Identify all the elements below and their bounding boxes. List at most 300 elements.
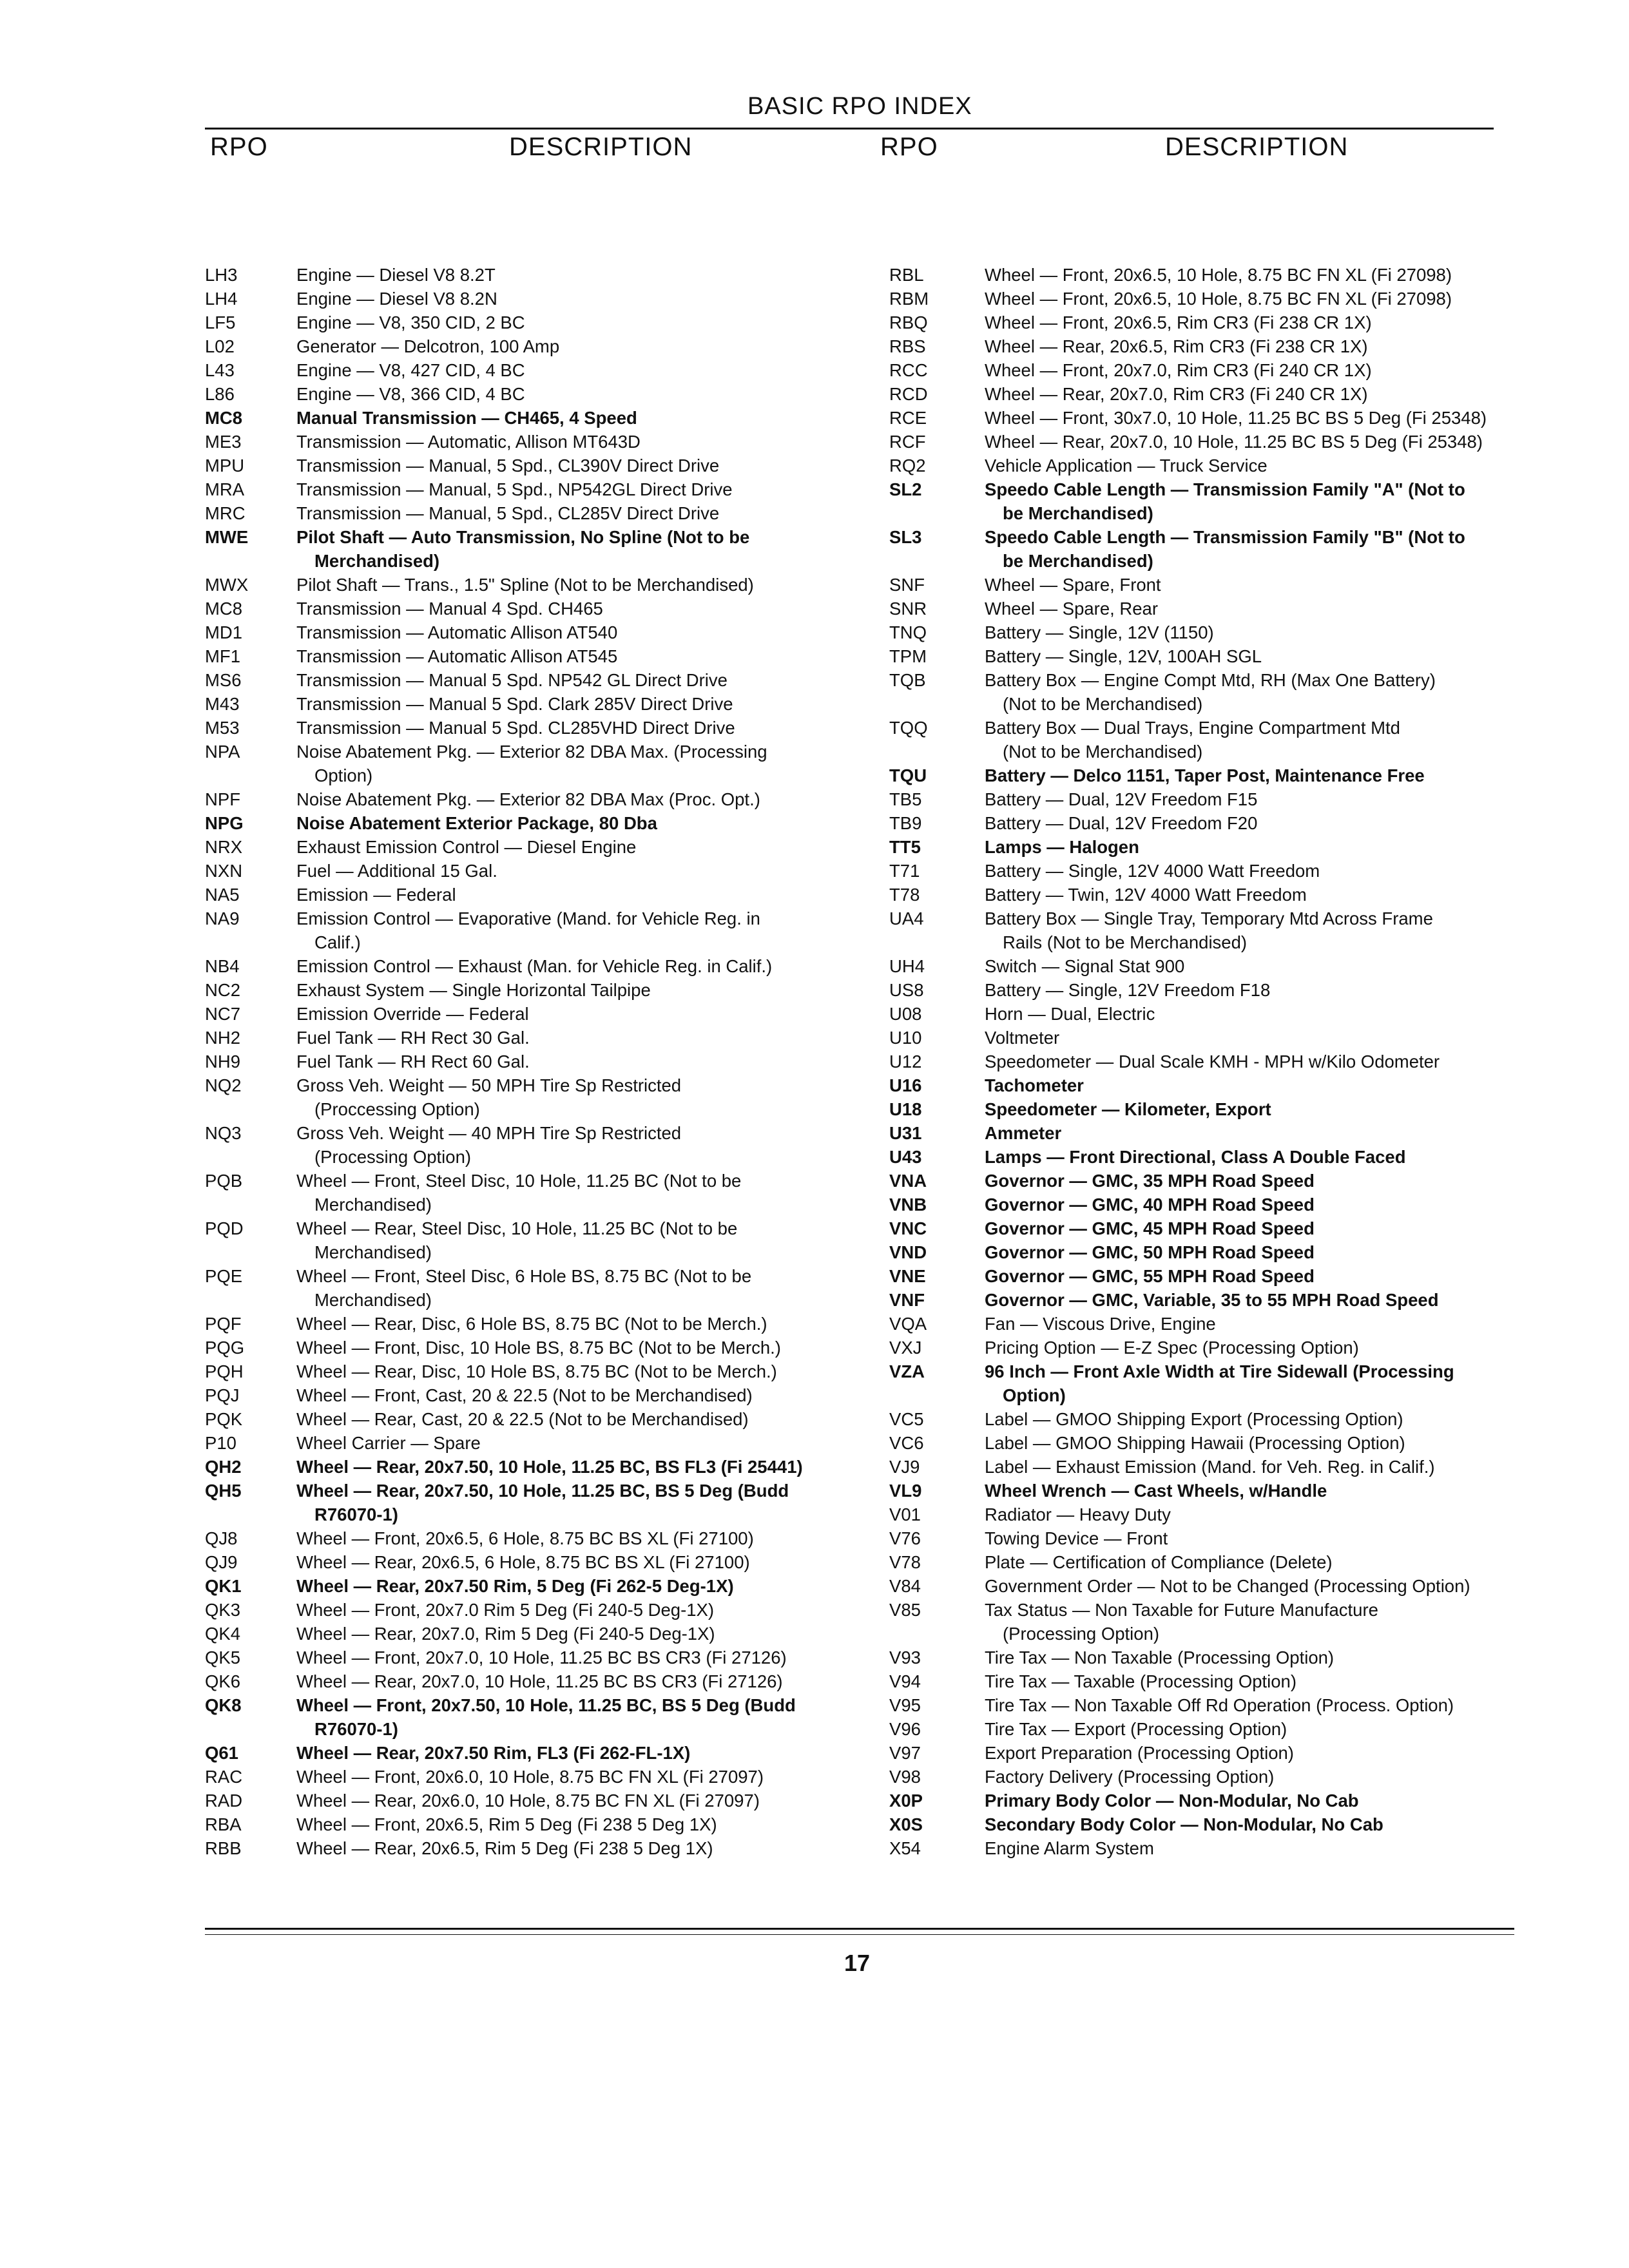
- rpo-entry: [205, 501, 849, 525]
- rpo-description: [985, 1550, 1521, 1574]
- description-line: Wheel — Front, Steel Disc, 6 Hole BS, 8.75 BC (Not to be: [296, 1266, 752, 1286]
- rpo-entry: [889, 1574, 1521, 1598]
- rpo-entry: [205, 597, 849, 620]
- rpo-description: [296, 1336, 849, 1360]
- rpo-code: PQF: [205, 1314, 242, 1334]
- rpo-entry: [889, 1479, 1521, 1503]
- description-line: Governor — GMC, 35 MPH Road Speed: [985, 1171, 1315, 1191]
- rpo-code: QH5: [205, 1481, 242, 1501]
- rpo-code: RBL: [889, 265, 924, 285]
- description-line: Lamps — Front Directional, Class A Double Faced: [985, 1147, 1406, 1167]
- description-line: Speedometer — Dual Scale KMH - MPH w/Kilo Odometer: [985, 1052, 1440, 1072]
- description-line: Transmission — Manual 5 Spd. NP542 GL Direct Drive: [296, 670, 728, 690]
- description-line: Plate — Certification of Compliance (Delete): [985, 1552, 1333, 1572]
- rpo-code: P10: [205, 1433, 236, 1453]
- description-line: Battery — Single, 12V, 100AH SGL: [985, 646, 1262, 666]
- rpo-code: NH9: [205, 1052, 241, 1072]
- description-continuation: R76070-1): [314, 1719, 398, 1739]
- description-line: Fuel Tank — RH Rect 30 Gal.: [296, 1028, 530, 1048]
- description-line: Wheel — Rear, Steel Disc, 10 Hole, 11.25 BC (Not to be: [296, 1218, 738, 1238]
- rpo-entry: [889, 454, 1521, 477]
- description-line: Government Order — Not to be Changed (Processing Option): [985, 1576, 1470, 1596]
- rpo-description: [296, 477, 849, 501]
- rpo-description: [985, 954, 1521, 978]
- rpo-code: SNF: [889, 575, 925, 595]
- rpo-code: VNF: [889, 1290, 925, 1310]
- description-line: Emission Control — Exhaust (Man. for Vehicle Reg. in Calif.): [296, 956, 773, 976]
- rpo-entry: [205, 1789, 849, 1812]
- rpo-description: [296, 382, 849, 406]
- rpo-description: [296, 1050, 849, 1073]
- rpo-description: [985, 358, 1521, 382]
- description-continuation: R76070-1): [314, 1504, 398, 1524]
- rpo-code: VZA: [889, 1361, 925, 1381]
- rpo-code: VND: [889, 1242, 927, 1262]
- rpo-code: VNB: [889, 1195, 927, 1215]
- rpo-entry: [205, 644, 849, 668]
- description-line: Wheel — Rear, 20x7.50 Rim, 5 Deg (Fi 262-5 Deg-1X): [296, 1576, 734, 1596]
- description-line: Battery — Twin, 12V 4000 Watt Freedom: [985, 885, 1307, 905]
- rpo-description: [296, 835, 849, 859]
- rpo-entry: [889, 668, 1521, 716]
- rpo-code: NC7: [205, 1004, 241, 1024]
- rpo-description: [985, 811, 1521, 835]
- rpo-description: [296, 1073, 849, 1121]
- rpo-code: VC5: [889, 1409, 924, 1429]
- rpo-code: NRX: [205, 837, 243, 857]
- rpo-code: RBA: [205, 1814, 242, 1834]
- rpo-entry: [205, 430, 849, 454]
- bottom-rule: [205, 1928, 1514, 1930]
- rpo-code: X0S: [889, 1814, 923, 1834]
- rpo-entry: [889, 525, 1521, 573]
- rpo-entry: [889, 1812, 1521, 1836]
- description-line: Pilot Shaft — Auto Transmission, No Spline (Not to be: [296, 527, 750, 547]
- rpo-description: [296, 1431, 849, 1455]
- rpo-description: [985, 1765, 1521, 1789]
- description-line: Fan — Viscous Drive, Engine: [985, 1314, 1216, 1334]
- rpo-code: QK8: [205, 1695, 242, 1715]
- description-continuation: (Processing Option): [314, 1147, 472, 1167]
- description-continuation: (Not to be Merchandised): [1003, 694, 1203, 714]
- rpo-code: X0P: [889, 1791, 923, 1811]
- rpo-description: [985, 1693, 1521, 1717]
- description-continuation: Calif.): [314, 932, 361, 952]
- rpo-code: V96: [889, 1719, 921, 1739]
- rpo-code: V95: [889, 1695, 921, 1715]
- rpo-description: [296, 620, 849, 644]
- description-line: Tire Tax — Export (Processing Option): [985, 1719, 1287, 1739]
- description-line: Wheel — Front, 20x6.5, 6 Hole, 8.75 BC BS XL (Fi 27100): [296, 1528, 754, 1548]
- description-line: Ammeter: [985, 1123, 1062, 1143]
- rpo-entry: [889, 954, 1521, 978]
- rpo-entry: [205, 477, 849, 501]
- rpo-entry: [889, 883, 1521, 907]
- rpo-description: [985, 454, 1521, 477]
- rpo-description: [985, 1216, 1521, 1240]
- description-line: 96 Inch — Front Axle Width at Tire Sidewall (Processing: [985, 1361, 1454, 1381]
- description-line: Governor — GMC, Variable, 35 to 55 MPH Road Speed: [985, 1290, 1439, 1310]
- description-line: Battery Box — Single Tray, Temporary Mtd Across Frame: [985, 908, 1433, 928]
- rpo-entry: [205, 1479, 849, 1526]
- rpo-entry: [889, 1288, 1521, 1312]
- rpo-code: VQA: [889, 1314, 927, 1334]
- rpo-code: NC2: [205, 980, 241, 1000]
- rpo-description: [985, 1360, 1521, 1407]
- rpo-description: [296, 1550, 849, 1574]
- rpo-code: NXN: [205, 861, 243, 881]
- rpo-description: [296, 907, 849, 954]
- rpo-entry: [889, 382, 1521, 406]
- rpo-entry: [889, 1741, 1521, 1765]
- rpo-code: RBM: [889, 289, 929, 309]
- rpo-entry: [889, 1693, 1521, 1717]
- rpo-code: NPA: [205, 742, 240, 762]
- rpo-code: NQ3: [205, 1123, 242, 1143]
- description-line: Lamps — Halogen: [985, 837, 1139, 857]
- description-continuation: be Merchandised): [1003, 503, 1153, 523]
- bottom-rule-thin: [205, 1934, 1514, 1935]
- description-line: Wheel — Rear, Cast, 20 & 22.5 (Not to be Merchandised): [296, 1409, 749, 1429]
- rpo-code: MD1: [205, 622, 243, 642]
- description-line: Fuel — Additional 15 Gal.: [296, 861, 497, 881]
- rpo-description: [296, 597, 849, 620]
- description-line: Wheel — Front, 20x7.0, Rim CR3 (Fi 240 CR 1X): [985, 360, 1372, 380]
- description-line: Transmission — Manual 4 Spd. CH465: [296, 599, 603, 619]
- rpo-code: TQQ: [889, 718, 928, 738]
- rpo-entry: [889, 1216, 1521, 1240]
- rpo-code: MF1: [205, 646, 240, 666]
- rpo-code: US8: [889, 980, 924, 1000]
- rpo-description: [985, 1264, 1521, 1288]
- description-line: Wheel — Rear, 20x7.50, 10 Hole, 11.25 BC, BS 5 Deg (Budd: [296, 1481, 789, 1501]
- title-rule: [205, 128, 1494, 130]
- rpo-code: U12: [889, 1052, 922, 1072]
- rpo-code: QK6: [205, 1671, 241, 1691]
- rpo-code: L86: [205, 384, 235, 404]
- rpo-entry: [889, 1026, 1521, 1050]
- rpo-description: [985, 1336, 1521, 1360]
- rpo-description: [296, 1383, 849, 1407]
- rpo-entry: [889, 1264, 1521, 1288]
- rpo-description: [296, 954, 849, 978]
- rpo-code: VNE: [889, 1266, 926, 1286]
- rpo-entry: [205, 573, 849, 597]
- description-line: Exhaust System — Single Horizontal Tailpipe: [296, 980, 651, 1000]
- right-column: [889, 263, 1521, 1860]
- description-continuation: be Merchandised): [1003, 551, 1153, 571]
- rpo-code: V85: [889, 1600, 921, 1620]
- rpo-code: RAD: [205, 1791, 243, 1811]
- rpo-description: [985, 620, 1521, 644]
- rpo-code: LH3: [205, 265, 238, 285]
- rpo-description: [985, 644, 1521, 668]
- description-line: Governor — GMC, 45 MPH Road Speed: [985, 1218, 1315, 1238]
- rpo-entry: [889, 1550, 1521, 1574]
- description-line: Wheel — Front, 20x6.5, 10 Hole, 8.75 BC FN XL (Fi 27098): [985, 289, 1452, 309]
- rpo-entry: [205, 692, 849, 716]
- description-line: Governor — GMC, 50 MPH Road Speed: [985, 1242, 1315, 1262]
- rpo-description: [296, 859, 849, 883]
- description-line: Engine — Diesel V8 8.2T: [296, 265, 496, 285]
- rpo-entry: [889, 597, 1521, 620]
- rpo-description: [985, 263, 1521, 287]
- rpo-code: NH2: [205, 1028, 241, 1048]
- description-line: Horn — Dual, Electric: [985, 1004, 1155, 1024]
- rpo-entry: [889, 1598, 1521, 1646]
- rpo-entry: [205, 1431, 849, 1455]
- rpo-description: [985, 1169, 1521, 1193]
- rpo-description: [296, 1741, 849, 1765]
- description-continuation: Rails (Not to be Merchandised): [1003, 932, 1248, 952]
- rpo-description: [985, 1050, 1521, 1073]
- rpo-description: [985, 1479, 1521, 1503]
- rpo-entry: [205, 907, 849, 954]
- rpo-entry: [889, 1073, 1521, 1097]
- rpo-code: NQ2: [205, 1075, 242, 1095]
- rpo-entry: [205, 811, 849, 835]
- rpo-description: [296, 1836, 849, 1860]
- description-line: Gross Veh. Weight — 40 MPH Tire Sp Restricted: [296, 1123, 682, 1143]
- rpo-code: NA5: [205, 885, 240, 905]
- rpo-entry: [889, 620, 1521, 644]
- description-line: Pilot Shaft — Trans., 1.5" Spline (Not to be Merchandised): [296, 575, 754, 595]
- rpo-entry: [889, 1360, 1521, 1407]
- rpo-entry: [889, 859, 1521, 883]
- description-line: Wheel — Rear, 20x7.50 Rim, FL3 (Fi 262-FL-1X): [296, 1743, 691, 1763]
- rpo-entry: [889, 334, 1521, 358]
- rpo-description: [296, 358, 849, 382]
- rpo-code: V84: [889, 1576, 921, 1596]
- rpo-entry: [205, 1693, 849, 1741]
- rpo-description: [985, 1002, 1521, 1026]
- rpo-code: RCD: [889, 384, 928, 404]
- rpo-entry: [205, 263, 849, 287]
- rpo-description: [985, 859, 1521, 883]
- description-line: Transmission — Manual, 5 Spd., CL285V Direct Drive: [296, 503, 720, 523]
- rpo-code: MRA: [205, 479, 245, 499]
- rpo-code: U31: [889, 1123, 922, 1143]
- rpo-entry: [205, 787, 849, 811]
- description-line: Wheel — Front, 20x6.5, Rim 5 Deg (Fi 238 5 Deg 1X): [296, 1814, 717, 1834]
- rpo-description: [296, 978, 849, 1002]
- rpo-entry: [205, 454, 849, 477]
- rpo-entry: [205, 1550, 849, 1574]
- description-line: Generator — Delcotron, 100 Amp: [296, 336, 560, 356]
- rpo-entry: [889, 907, 1521, 954]
- rpo-description: [985, 1431, 1521, 1455]
- rpo-code: M43: [205, 694, 240, 714]
- rpo-description: [296, 668, 849, 692]
- rpo-description: [296, 430, 849, 454]
- description-line: Wheel — Front, 20x7.0 Rim 5 Deg (Fi 240-5 Deg-1X): [296, 1600, 715, 1620]
- rpo-description: [296, 1765, 849, 1789]
- description-line: Wheel — Rear, Disc, 10 Hole BS, 8.75 BC (Not to be Merch.): [296, 1361, 777, 1381]
- rpo-description: [985, 1717, 1521, 1741]
- description-line: Transmission — Manual, 5 Spd., CL390V Direct Drive: [296, 456, 720, 476]
- description-line: Primary Body Color — Non-Modular, No Cab: [985, 1791, 1359, 1811]
- rpo-code: MC8: [205, 408, 243, 428]
- rpo-code: LF5: [205, 312, 236, 332]
- rpo-code: U16: [889, 1075, 922, 1095]
- description-line: Switch — Signal Stat 900: [985, 956, 1185, 976]
- rpo-entry: [205, 1026, 849, 1050]
- rpo-code: T71: [889, 861, 920, 881]
- rpo-code: SNR: [889, 599, 927, 619]
- rpo-description: [296, 263, 849, 287]
- rpo-entry: [889, 1240, 1521, 1264]
- rpo-entry: [889, 1431, 1521, 1455]
- description-line: Speedometer — Kilometer, Export: [985, 1099, 1271, 1119]
- description-continuation: Option): [1003, 1385, 1066, 1405]
- rpo-entry: [205, 1812, 849, 1836]
- description-line: Wheel — Front, 20x6.0, 10 Hole, 8.75 BC FN XL (Fi 27097): [296, 1767, 764, 1787]
- description-line: Noise Abatement Pkg. — Exterior 82 DBA Max. (Processing: [296, 742, 767, 762]
- description-line: Secondary Body Color — Non-Modular, No Cab: [985, 1814, 1383, 1834]
- rpo-entry: [205, 835, 849, 859]
- rpo-code: TQB: [889, 670, 926, 690]
- description-line: Engine — Diesel V8 8.2N: [296, 289, 497, 309]
- rpo-description: [985, 382, 1521, 406]
- description-line: Label — Exhaust Emission (Mand. for Veh. Reg. in Calif.): [985, 1457, 1435, 1477]
- rpo-code: TT5: [889, 837, 921, 857]
- rpo-entry: [205, 859, 849, 883]
- rpo-entry: [889, 1503, 1521, 1526]
- rpo-description: [296, 1526, 849, 1550]
- rpo-description: [296, 1789, 849, 1812]
- rpo-code: X54: [889, 1838, 921, 1858]
- description-line: Wheel — Rear, 20x6.0, 10 Hole, 8.75 BC FN XL (Fi 27097): [296, 1791, 760, 1811]
- rpo-code: PQK: [205, 1409, 243, 1429]
- description-line: Tax Status — Non Taxable for Future Manufacture: [985, 1600, 1378, 1620]
- rpo-description: [985, 1836, 1521, 1860]
- rpo-code: LH4: [205, 289, 238, 309]
- rpo-code: NB4: [205, 956, 240, 976]
- rpo-description: [296, 454, 849, 477]
- description-line: Speedo Cable Length — Transmission Family "B" (Not to: [985, 527, 1465, 547]
- rpo-description: [985, 1526, 1521, 1550]
- rpo-code: ME3: [205, 432, 242, 452]
- rpo-description: [985, 1193, 1521, 1216]
- description-line: Transmission — Manual 5 Spd. Clark 285V Direct Drive: [296, 694, 733, 714]
- rpo-entry: [889, 811, 1521, 835]
- rpo-description: [296, 1026, 849, 1050]
- description-continuation: (Proccessing Option): [314, 1099, 480, 1119]
- rpo-entry: [889, 263, 1521, 287]
- rpo-description: [296, 1264, 849, 1312]
- rpo-description: [985, 1503, 1521, 1526]
- rpo-entry: [889, 1717, 1521, 1741]
- rpo-entry: [889, 1646, 1521, 1669]
- rpo-entry: [205, 1669, 849, 1693]
- rpo-entry: [889, 1836, 1521, 1860]
- rpo-description: [296, 644, 849, 668]
- rpo-entry: [205, 334, 849, 358]
- description-continuation: Merchandised): [314, 1195, 432, 1215]
- rpo-code: PQE: [205, 1266, 243, 1286]
- description-line: Wheel — Front, Disc, 10 Hole BS, 8.75 BC (Not to be Merch.): [296, 1338, 781, 1358]
- description-line: Battery — Dual, 12V Freedom F20: [985, 813, 1258, 833]
- description-line: Wheel — Spare, Front: [985, 575, 1161, 595]
- description-line: Voltmeter: [985, 1028, 1060, 1048]
- rpo-description: [985, 716, 1521, 764]
- rpo-description: [985, 1026, 1521, 1050]
- rpo-entry: [205, 1169, 849, 1216]
- rpo-entry: [205, 525, 849, 573]
- rpo-code: T78: [889, 885, 920, 905]
- rpo-entry: [889, 1193, 1521, 1216]
- rpo-description: [296, 525, 849, 573]
- rpo-entry: [889, 787, 1521, 811]
- rpo-code: RCE: [889, 408, 927, 428]
- rpo-code: RBB: [205, 1838, 242, 1858]
- rpo-entry: [205, 1336, 849, 1360]
- rpo-description: [296, 406, 849, 430]
- description-line: Wheel — Rear, 20x7.0, 10 Hole, 11.25 BC BS 5 Deg (Fi 25348): [985, 432, 1483, 452]
- rpo-code: QK1: [205, 1576, 242, 1596]
- rpo-entry: [205, 1050, 849, 1073]
- description-line: Towing Device — Front: [985, 1528, 1168, 1548]
- header-rpo-right: RPO: [880, 133, 938, 161]
- description-line: Tachometer: [985, 1075, 1084, 1095]
- rpo-description: [985, 525, 1521, 573]
- rpo-entry: [889, 1336, 1521, 1360]
- description-line: Wheel — Rear, 20x7.0, Rim 5 Deg (Fi 240-5 Deg-1X): [296, 1624, 715, 1644]
- rpo-entry: [889, 1407, 1521, 1431]
- rpo-entry: [205, 883, 849, 907]
- header-rpo-left: RPO: [210, 133, 268, 161]
- description-line: Noise Abatement Pkg. — Exterior 82 DBA Max (Proc. Opt.): [296, 789, 760, 809]
- rpo-code: TNQ: [889, 622, 927, 642]
- description-line: Wheel — Spare, Rear: [985, 599, 1158, 619]
- rpo-code: V97: [889, 1743, 921, 1763]
- rpo-entry: [889, 430, 1521, 454]
- description-line: Wheel — Front, Steel Disc, 10 Hole, 11.25 BC (Not to be: [296, 1171, 742, 1191]
- rpo-entry: [205, 954, 849, 978]
- rpo-description: [985, 1669, 1521, 1693]
- rpo-entry: [205, 311, 849, 334]
- rpo-description: [985, 1455, 1521, 1479]
- description-continuation: Option): [314, 765, 373, 785]
- rpo-description: [985, 787, 1521, 811]
- description-line: Engine — V8, 427 CID, 4 BC: [296, 360, 525, 380]
- description-line: Wheel — Front, 20x6.5, Rim CR3 (Fi 238 CR 1X): [985, 312, 1372, 332]
- rpo-description: [985, 1121, 1521, 1145]
- description-line: Engine — V8, 350 CID, 2 BC: [296, 312, 525, 332]
- rpo-entry: [889, 1121, 1521, 1145]
- rpo-entry: [889, 716, 1521, 764]
- rpo-code: VC6: [889, 1433, 924, 1453]
- description-line: Battery — Single, 12V (1150): [985, 622, 1214, 642]
- rpo-code: M53: [205, 718, 240, 738]
- description-line: Battery — Single, 12V 4000 Watt Freedom: [985, 861, 1320, 881]
- description-line: Battery Box — Engine Compt Mtd, RH (Max One Battery): [985, 670, 1436, 690]
- rpo-description: [296, 501, 849, 525]
- rpo-entry: [205, 1360, 849, 1383]
- rpo-description: [296, 716, 849, 740]
- description-line: Transmission — Manual, 5 Spd., NP542GL Direct Drive: [296, 479, 733, 499]
- rpo-code: RQ2: [889, 456, 926, 476]
- rpo-entry: [889, 1002, 1521, 1026]
- description-line: Wheel — Front, 20x7.50, 10 Hole, 11.25 BC, BS 5 Deg (Budd: [296, 1695, 796, 1715]
- rpo-code: V01: [889, 1504, 921, 1524]
- page-title: BASIC RPO INDEX: [747, 93, 972, 120]
- rpo-entry: [205, 1407, 849, 1431]
- rpo-description: [985, 1812, 1521, 1836]
- rpo-code: RBQ: [889, 312, 928, 332]
- rpo-code: MWX: [205, 575, 249, 595]
- rpo-description: [296, 740, 849, 787]
